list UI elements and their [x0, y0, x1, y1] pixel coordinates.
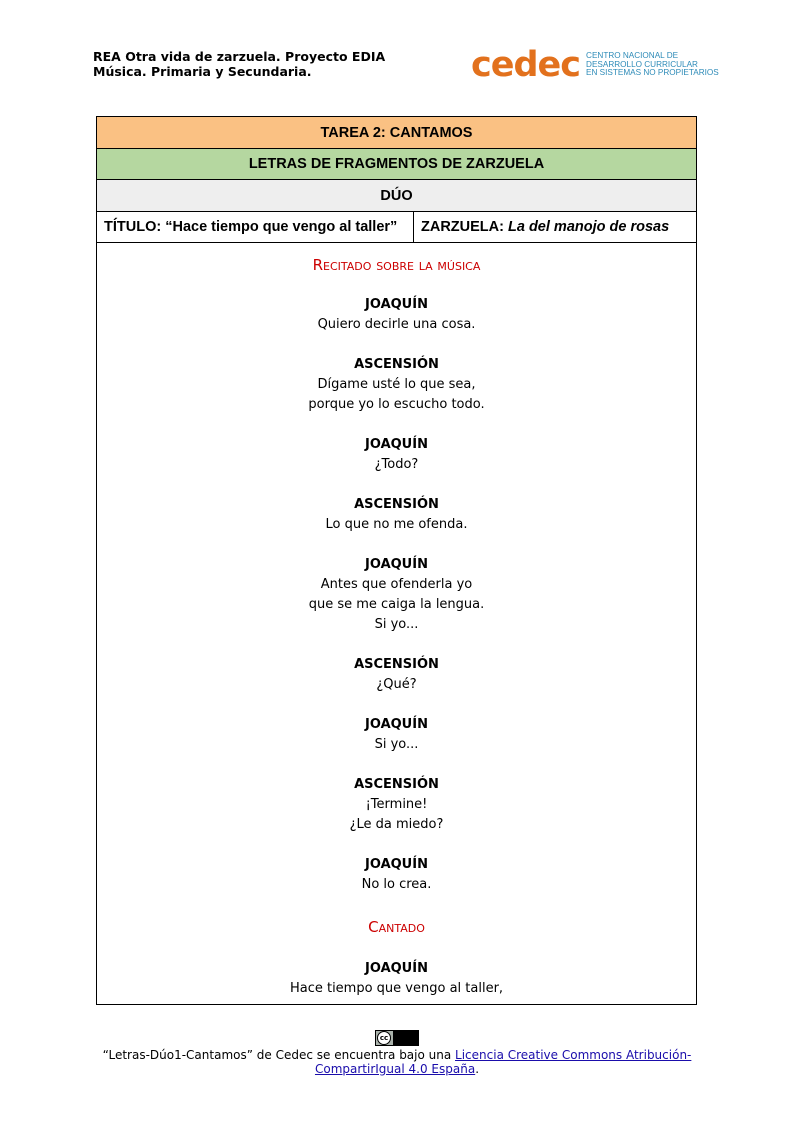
license-footer — [0, 1029, 794, 1076]
section-heading: Recitado sobre la música — [312, 256, 481, 274]
lyric-line: Antes que ofenderla yo — [320, 577, 473, 592]
lyric-line: Lo que no me ofenda. — [325, 517, 468, 532]
lyric-line: ¿Todo? — [374, 457, 419, 472]
speaker-name: JOAQUÍN — [365, 297, 428, 312]
header-line-2: Música. Primaria y Secundaria. — [93, 64, 312, 79]
license-text: “Letras-Dúo1-Cantamos” de Cedec se encuentra bajo una — [102, 1048, 456, 1062]
header-line-1: REA Otra vida de zarzuela. Proyecto EDIA — [93, 49, 386, 64]
lyric-line: Si yo... — [374, 617, 419, 632]
speaker-name: ASCENSIÓN — [354, 657, 439, 672]
speaker-name: ASCENSIÓN — [354, 777, 439, 792]
lyrics-cell — [97, 243, 697, 1005]
speaker-name: JOAQUÍN — [365, 557, 428, 572]
lyric-line: que se me caiga la lengua. — [308, 597, 485, 612]
logo-sub-line-3: EN SISTEMAS NO PROPIETARIOS — [586, 68, 719, 78]
lyric-line: ¡Termine! — [365, 797, 428, 812]
speaker-name: JOAQUÍN — [365, 437, 428, 452]
lyric-line: Hace tiempo que vengo al taller, — [289, 981, 504, 996]
logo-sub-line-2: DESARROLLO CURRICULAR — [586, 59, 698, 69]
speaker-name: ASCENSIÓN — [354, 357, 439, 372]
document-header — [93, 49, 385, 79]
lyric-line: No lo crea. — [361, 877, 432, 892]
lyric-line: ¿Qué? — [376, 677, 417, 692]
task-table — [96, 116, 697, 1005]
lyric-line: porque yo lo escucho todo. — [308, 397, 485, 412]
piece-type: DÚO — [97, 180, 697, 212]
section-heading: Cantado — [368, 918, 425, 936]
license-end: . — [475, 1062, 480, 1076]
lyric-line: Quiero decirle una cosa. — [317, 317, 476, 332]
speaker-name: JOAQUÍN — [365, 717, 428, 732]
cc-by-sa-badge-icon: cc — [375, 1030, 419, 1046]
logo-subtitle — [586, 52, 719, 78]
speaker-name: JOAQUÍN — [365, 961, 428, 976]
title-value: “Hace tiempo que vengo al taller” — [165, 219, 398, 235]
task-title: TAREA 2: CANTAMOS — [97, 117, 697, 149]
lyric-line: Dígame usté lo que sea, — [317, 377, 476, 392]
title-label: TÍTULO: — [104, 219, 162, 235]
speaker-name: JOAQUÍN — [365, 857, 428, 872]
cedec-logo — [471, 47, 719, 83]
license-link[interactable]: Licencia Creative Commons Atribución- — [455, 1048, 692, 1062]
zarzuela-label: ZARZUELA: — [421, 219, 504, 235]
license-link-continued[interactable]: CompartirIgual 4.0 España — [314, 1062, 476, 1076]
zarzuela-cell — [414, 212, 697, 243]
lyric-line: Si yo... — [374, 737, 419, 752]
lyrics — [104, 243, 689, 999]
task-subtitle: LETRAS DE FRAGMENTOS DE ZARZUELA — [97, 149, 697, 180]
logo-sub-line-1: CENTRO NACIONAL DE — [586, 51, 679, 61]
title-cell — [97, 212, 414, 243]
lyric-line: ¿Le da miedo? — [349, 817, 444, 832]
speaker-name: ASCENSIÓN — [354, 497, 439, 512]
zarzuela-value: La del manojo de rosas — [508, 219, 670, 235]
logo-word: cedec — [471, 45, 581, 85]
